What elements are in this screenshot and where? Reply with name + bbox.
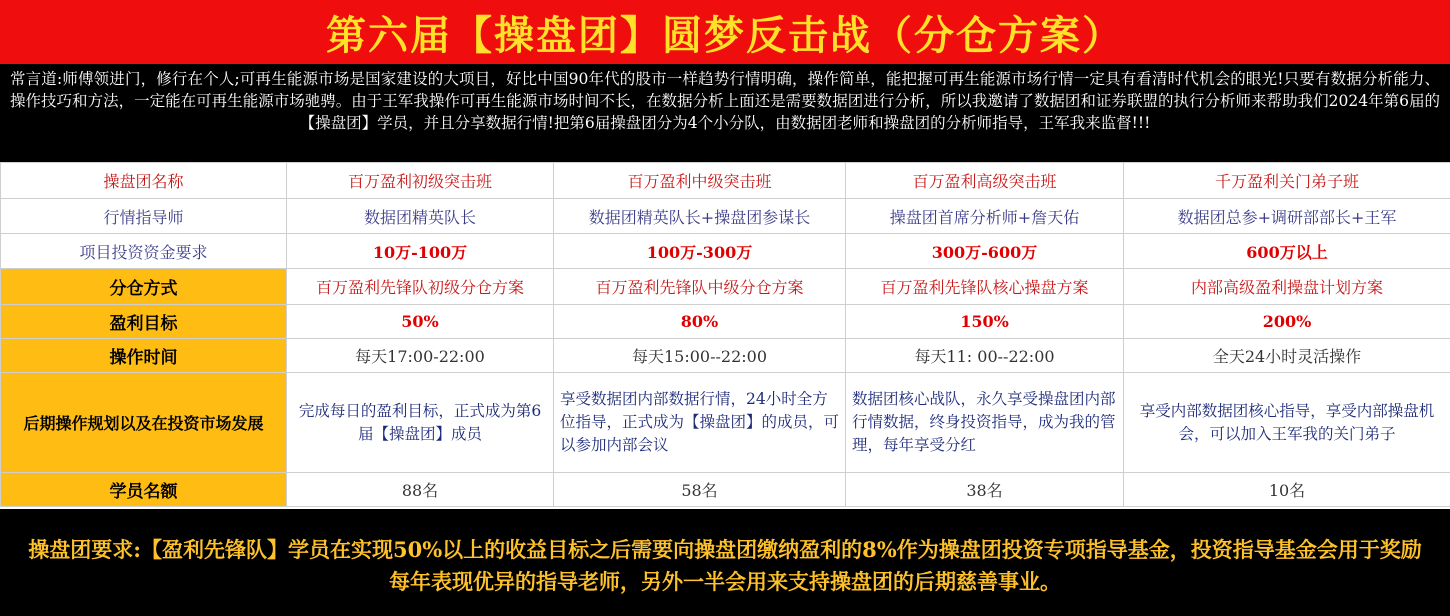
cell-plan-3: 数据团核心战队，永久享受操盘团内部行情数据，终身投资指导，成为我的管理，每年享受分红	[846, 373, 1124, 473]
intro-paragraph: 常言道:师傅领进门，修行在个人;可再生能源市场是国家建设的大项目，好比中国90年代的股市一样趋势行情明确，操作简单，能把握可再生能源市场行情一定具有看清时代机会的眼光!只要有数据分析能力、操作技巧和方法，一定能在可再生能源市场驰骋。由于王军我操作可再生能源市场时间不长，在数据分析上面还是需要数据团进行分析，所以我邀请了数据团和证券联盟的执行分析师来帮助我们2024年第6届的【操盘团】学员，并且分享数据行情!把第6届操盘团分为4个小分队，由数据团老师和操盘团的分析师指导，王军我来监督!!!	[10, 70, 1440, 132]
cell-time-4: 全天24小时灵活操作	[1124, 339, 1450, 373]
cell-capital-2: 100万-300万	[554, 234, 846, 269]
table-row-method	[1, 269, 1450, 305]
cell-quota-1: 88名	[287, 473, 554, 507]
cell-target-1: 50%	[287, 305, 554, 339]
cell-time-1: 每天17:00-22:00	[287, 339, 554, 373]
row-header-plan: 后期操作规划以及在投资市场发展	[1, 373, 287, 473]
plan-table-container	[0, 162, 1450, 509]
table-row-time	[1, 339, 1450, 373]
cell-quota-4: 10名	[1124, 473, 1450, 507]
cell-mentor-3: 操盘团首席分析师+詹天佑	[846, 199, 1124, 234]
row-header-method: 分仓方式	[1, 269, 287, 305]
page-title: 第六届【操盘团】圆梦反击战（分仓方案）	[0, 0, 1450, 64]
cell-time-2: 每天15:00--22:00	[554, 339, 846, 373]
cell-method-4: 内部高级盈利操盘计划方案	[1124, 269, 1450, 305]
cell-target-4: 200%	[1124, 305, 1450, 339]
cell-mentor-1: 数据团精英队长	[287, 199, 554, 234]
row-header-target: 盈利目标	[1, 305, 287, 339]
cell-time-3: 每天11: 00--22:00	[846, 339, 1124, 373]
cell-name-3: 百万盈利高级突击班	[846, 163, 1124, 199]
row-header-names: 操盘团名称	[1, 163, 287, 199]
table-row-names	[1, 163, 1450, 199]
cell-capital-3: 300万-600万	[846, 234, 1124, 269]
table-row-target	[1, 305, 1450, 339]
cell-name-1: 百万盈利初级突击班	[287, 163, 554, 199]
cell-method-2: 百万盈利先锋队中级分仓方案	[554, 269, 846, 305]
plan-table	[0, 162, 1450, 507]
footer-requirement: 操盘团要求:【盈利先锋队】学员在实现50%以上的收益目标之后需要向操盘团缴纳盈利的8%作为操盘团投资专项指导基金，投资指导基金会用于奖励每年表现优异的指导老师，另外一半会用来支持操盘团的后期慈善事业。	[28, 537, 1422, 594]
row-header-mentor: 行情指导师	[1, 199, 287, 234]
cell-plan-4: 享受内部数据团核心指导，享受内部操盘机会，可以加入王军我的关门弟子	[1124, 373, 1450, 473]
cell-name-4: 千万盈利关门弟子班	[1124, 163, 1450, 199]
cell-mentor-2: 数据团精英队长+操盘团参谋长	[554, 199, 846, 234]
cell-capital-4: 600万以上	[1124, 234, 1450, 269]
cell-plan-1: 完成每日的盈利目标，正式成为第6届【操盘团】成员	[287, 373, 554, 473]
row-header-capital: 项目投资资金要求	[1, 234, 287, 269]
cell-plan-2: 享受数据团内部数据行情，24小时全方位指导，正式成为【操盘团】的成员，可以参加内部会议	[554, 373, 846, 473]
cell-capital-1: 10万-100万	[287, 234, 554, 269]
cell-target-3: 150%	[846, 305, 1124, 339]
cell-method-1: 百万盈利先锋队初级分仓方案	[287, 269, 554, 305]
row-header-quota: 学员名额	[1, 473, 287, 507]
table-row-mentor	[1, 199, 1450, 234]
table-row-capital	[1, 234, 1450, 269]
table-row-plan	[1, 373, 1450, 473]
row-header-time: 操作时间	[1, 339, 287, 373]
cell-quota-2: 58名	[554, 473, 846, 507]
cell-target-2: 80%	[554, 305, 846, 339]
cell-method-3: 百万盈利先锋队核心操盘方案	[846, 269, 1124, 305]
cell-quota-3: 38名	[846, 473, 1124, 507]
cell-name-2: 百万盈利中级突击班	[554, 163, 846, 199]
table-row-quota	[1, 473, 1450, 507]
cell-mentor-4: 数据团总参+调研部部长+王军	[1124, 199, 1450, 234]
